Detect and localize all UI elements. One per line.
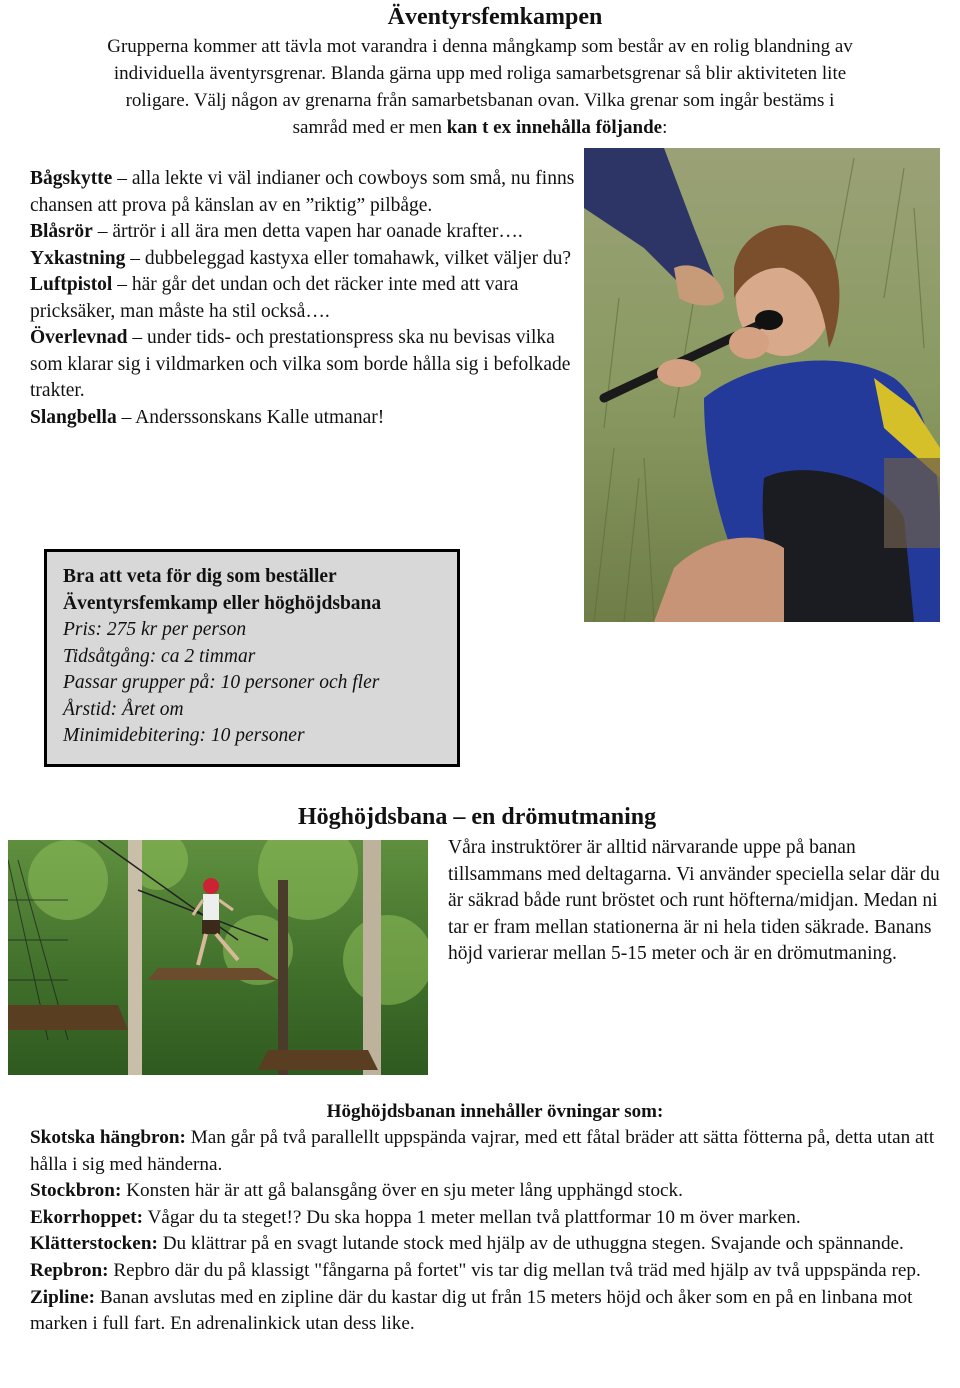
high-ropes-photo bbox=[8, 840, 428, 1075]
event-desc: – dubbeleggad kastyxa eller tomahawk, vilket väljer du? bbox=[125, 247, 572, 269]
event-desc: – ärtrör i all ära men detta vapen har oanade krafter…. bbox=[92, 221, 523, 242]
list-item bbox=[30, 1178, 960, 1205]
intro-line bbox=[30, 114, 930, 141]
event-name: Slangbella bbox=[30, 406, 117, 428]
event-list bbox=[30, 166, 575, 431]
intro-line: Grupperna kommer att tävla mot varandra i denna mångkamp som består av en rolig blandning av bbox=[107, 36, 853, 57]
event-desc: – Anderssonskans Kalle utmanar! bbox=[116, 406, 385, 428]
exercise-name: Stockbron: bbox=[30, 1180, 122, 1202]
event-desc: – här går det undan och det räcker inte med att vara pricksäker, man måste ha stil också…. bbox=[30, 274, 519, 322]
list-item bbox=[30, 219, 575, 246]
event-name: Yxkastning bbox=[30, 247, 126, 269]
exercise-name: Repbron: bbox=[30, 1259, 109, 1281]
event-desc: – alla lekte vi väl indianer och cowboys som små, nu finns chansen att prova på känslan av en ”riktig” pilbåge. bbox=[30, 168, 575, 216]
exercise-desc: Konsten här är att gå balansgång över en sju meter lång upphängd stock. bbox=[121, 1180, 683, 1202]
list-item bbox=[30, 1258, 960, 1285]
info-heading bbox=[63, 591, 441, 618]
info-heading-line: Äventyrsfemkamp eller höghöjdsbana bbox=[63, 592, 382, 614]
event-name: Överlevnad bbox=[30, 327, 128, 348]
price-text: Pris: 275 kr per person bbox=[63, 619, 247, 640]
list-item bbox=[30, 166, 575, 219]
exercises-title: Höghöjdsbanan innehåller övningar som: bbox=[326, 1101, 664, 1122]
intro-colon: : bbox=[662, 117, 668, 138]
blowpipe-photo bbox=[584, 148, 940, 622]
minimum-text: Minimidebitering: 10 personer bbox=[63, 725, 305, 746]
list-item bbox=[30, 1231, 960, 1258]
exercise-name: Ekorrhoppet: bbox=[30, 1206, 143, 1228]
intro-emphasis: kan t ex innehålla följande bbox=[446, 117, 663, 138]
info-heading-line: Bra att veta för dig som beställer bbox=[63, 566, 337, 587]
list-item bbox=[30, 272, 575, 325]
season-text: Årstid: Året om bbox=[63, 698, 184, 720]
event-name: Bågskytte bbox=[30, 168, 113, 189]
blowpipe-photo-illustration bbox=[584, 148, 940, 622]
event-name: Luftpistol bbox=[30, 274, 113, 295]
exercise-name: Klätterstocken: bbox=[30, 1233, 158, 1255]
exercise-desc: Repbro där du på klassigt "fångarna på fortet" vis tar dig mellan två träd med hjälp av två uppspända rep. bbox=[108, 1259, 921, 1281]
intro-paragraph bbox=[30, 33, 930, 141]
time-text: Tidsåtgång: ca 2 timmar bbox=[63, 645, 256, 667]
page-title: Äventyrsfemkampen bbox=[387, 4, 603, 30]
list-item bbox=[30, 1285, 960, 1338]
list-item bbox=[30, 1125, 960, 1178]
exercise-desc: Man går på två parallellt uppspända vajrar, med ett fåtal bräder att sätta fötterna på, detta utan att hålla i sig med händerna. bbox=[30, 1127, 935, 1175]
intro-line: roligare. Välj någon av grenarna från samarbetsbanan ovan. Vilka grenar som ingår bestäms i bbox=[125, 90, 835, 111]
exercise-name: Skotska hängbron: bbox=[30, 1127, 186, 1148]
list-item bbox=[30, 246, 575, 273]
exercise-desc: Banan avslutas med en zipline där du kastar dig ut från 15 meters höjd och åker som en på en linbana mot marken i full fart. En adrenalinkick utan dess like. bbox=[30, 1286, 913, 1335]
group-size-text: Passar grupper på: 10 personer och fler bbox=[63, 672, 380, 693]
info-box bbox=[44, 549, 460, 767]
list-item bbox=[30, 1205, 960, 1232]
exercises-list bbox=[30, 1125, 960, 1338]
info-heading bbox=[63, 564, 441, 591]
hoghojdsbana-description: Våra instruktörer är alltid närvarande uppe på banan tillsammans med deltagarna. Vi använder speciella selar där du är säkrad både runt bröstet och runt höfterna/midjan. Medan ni tar er fram mellan stationerna är ni hela tiden säkrade. Banans höjd varierar mellan 5-15 meter och är en drömutmaning. bbox=[448, 837, 940, 964]
exercise-desc: Du klättrar på en svagt lutande stock med hjälp av de uthuggna stegen. Svajande och spännande. bbox=[157, 1233, 904, 1255]
exercise-desc: Vågar du ta steget!? Du ska hoppa 1 meter mellan två plattformar 10 m över marken. bbox=[143, 1206, 801, 1228]
event-name: Blåsrör bbox=[30, 221, 93, 242]
exercise-name: Zipline: bbox=[30, 1286, 96, 1308]
list-item bbox=[30, 325, 575, 405]
list-item bbox=[30, 405, 575, 432]
intro-text: samråd med er men bbox=[292, 117, 447, 138]
section-title-hoghojdsbana: Höghöjdsbana – en drömutmaning bbox=[298, 804, 657, 830]
event-desc: – under tids- och prestationspress ska nu bevisas vilka som klarar sig i vildmarken och vilka som borde hålla sig i befolkade trakter. bbox=[30, 327, 571, 401]
intro-line: individuella äventyrsgrenar. Blanda gärna upp med roliga samarbetsgrenar så blir aktiviteten lite bbox=[113, 63, 847, 84]
high-ropes-photo-illustration bbox=[8, 840, 428, 1075]
